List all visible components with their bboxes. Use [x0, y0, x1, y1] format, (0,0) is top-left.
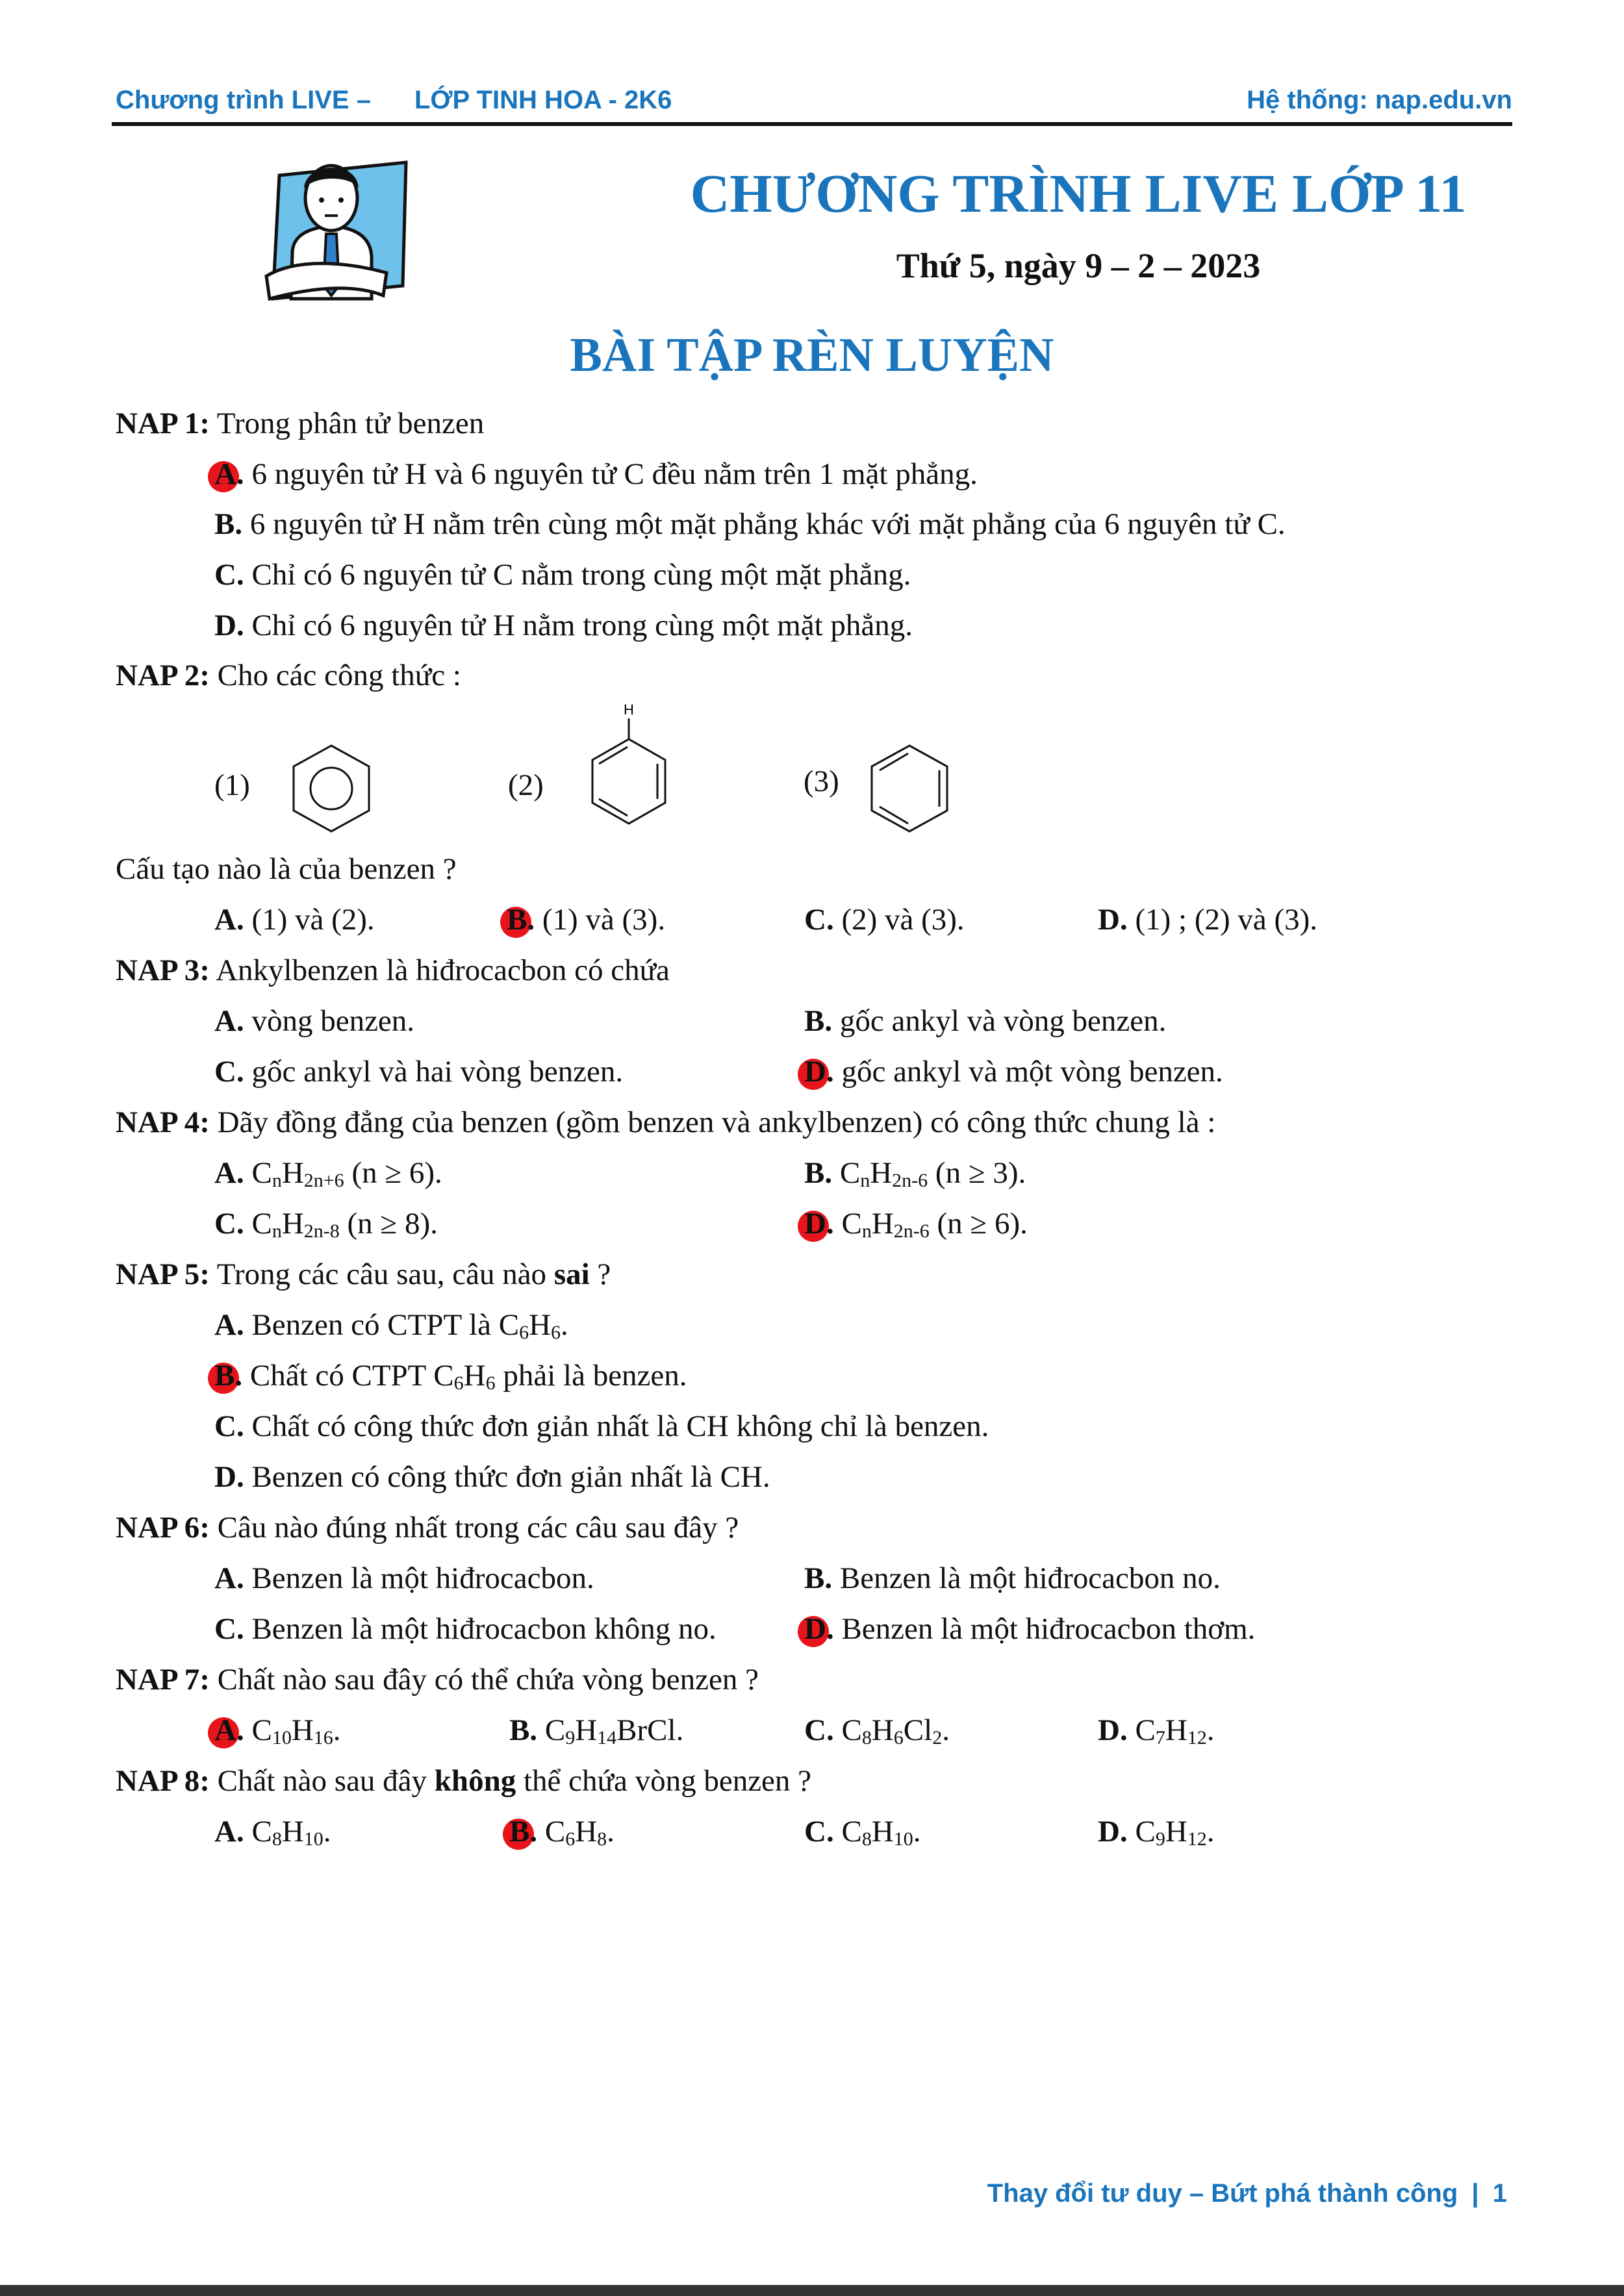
q5-option-a: A. Benzen có CTPT là $C_6H_6$.	[214, 1308, 568, 1343]
footer-slogan: Thay đổi tư duy – Bứt phá thành công	[987, 2179, 1458, 2208]
q4-option-a: A. $C_nH_{2n+6}$ (n ≥ 6).	[214, 1156, 442, 1191]
question-5-stem: NAP 5: Trong các câu sau, câu nào sai ?	[116, 1257, 611, 1291]
q5-option-c: C. Chất có công thức đơn giản nhất là CH không chỉ là benzen.	[214, 1409, 989, 1443]
structure-1-benzene-circle	[286, 740, 377, 838]
q6-option-b: B. Benzen là một hiđrocacbon no.	[804, 1561, 1221, 1595]
structure-2-label: (2)	[508, 768, 544, 802]
q7-option-d: D. $C_7H_{12}$.	[1098, 1713, 1215, 1748]
q4-option-b: B. $C_nH_{2n-6}$ (n ≥ 3).	[804, 1156, 1026, 1191]
question-2-stem: NAP 2: Cho các công thức :	[116, 659, 461, 692]
page-header	[116, 83, 1512, 123]
q8-option-c: C. $C_8H_{10}$.	[804, 1815, 921, 1850]
header-class: LỚP TINH HOA - 2K6	[414, 86, 672, 114]
q5-option-b: B. Chất có CTPT $C_6H_6$ phải là benzen.	[214, 1356, 687, 1395]
teacher-avatar-illustration	[253, 136, 409, 312]
question-2-prompt: Cấu tạo nào là của benzen ?	[116, 852, 457, 886]
header-rule	[112, 122, 1512, 126]
question-4-stem: NAP 4: Dãy đồng đẳng của benzen (gồm benzen và ankylbenzen) có công thức chung là :	[116, 1105, 1216, 1139]
header-program: Chương trình LIVE –	[116, 86, 371, 114]
page-footer	[987, 2179, 1507, 2208]
q5-option-d: D. Benzen có công thức đơn giản nhất là CH.	[214, 1460, 770, 1494]
q3-option-d: D. gốc ankyl và một vòng benzen.	[804, 1052, 1223, 1091]
q3-option-c: C. gốc ankyl và hai vòng benzen.	[214, 1055, 624, 1089]
q1-option-b: B. 6 nguyên tử H nằm trên cùng một mặt phẳng khác với mặt phẳng của 6 nguyên tử C.	[214, 507, 1286, 541]
q7-option-a: A. $C_{10}H_{16}$.	[214, 1711, 341, 1750]
q3-option-b: B. gốc ankyl và vòng benzen.	[804, 1004, 1167, 1038]
q1-option-d: D. Chỉ có 6 nguyên tử H nằm trong cùng một mặt phẳng.	[214, 609, 913, 642]
bottom-edge	[0, 2285, 1624, 2296]
header-system: Hệ thống: nap.edu.vn	[1247, 86, 1512, 114]
question-6-stem: NAP 6: Câu nào đúng nhất trong các câu sau đây ?	[116, 1511, 739, 1545]
structure-1-label: (1)	[214, 768, 250, 802]
q6-option-d: D. Benzen là một hiđrocacbon thơm.	[804, 1609, 1255, 1648]
q1-option-a: A. 6 nguyên tử H và 6 nguyên tử C đều nằm trên 1 mặt phẳng.	[214, 455, 978, 494]
question-7-stem: NAP 7: Chất nào sau đây có thể chứa vòng benzen ?	[116, 1663, 759, 1697]
question-1-stem: NAP 1: Trong phân tử benzen	[116, 407, 485, 440]
q8-option-d: D. $C_9H_{12}$.	[1098, 1815, 1215, 1850]
lesson-date: Thứ 5, ngày 9 – 2 – 2023	[896, 246, 1261, 285]
svg-text:H: H	[624, 701, 634, 718]
structure-2-benzene-h	[585, 701, 676, 838]
q6-option-a: A. Benzen là một hiđrocacbon.	[214, 1561, 594, 1595]
question-label: NAP 1:	[116, 407, 210, 440]
page-title: CHƯƠNG TRÌNH LIVE LỚP 11	[690, 164, 1467, 224]
page-number: 1	[1492, 2179, 1507, 2208]
q2-option-b: B. (1) và (3).	[507, 900, 665, 939]
q2-option-a: A. (1) và (2).	[214, 903, 375, 937]
q2-option-c: C. (2) và (3).	[804, 903, 965, 937]
q1-option-c: C. Chỉ có 6 nguyên tử C nằm trong cùng một mặt phẳng.	[214, 558, 911, 592]
q2-option-d: D. (1) ; (2) và (3).	[1098, 903, 1318, 937]
q3-option-a: A. vòng benzen.	[214, 1004, 415, 1038]
q4-option-d: D. $C_nH_{2n-6}$ (n ≥ 6).	[804, 1204, 1028, 1243]
question-8-stem: NAP 8: Chất nào sau đây không thể chứa vòng benzen ?	[116, 1764, 812, 1798]
q7-option-b: B. $C_9H_{14}BrCl$.	[509, 1713, 684, 1748]
q6-option-c: C. Benzen là một hiđrocacbon không no.	[214, 1612, 717, 1646]
footer-separator: |	[1471, 2179, 1479, 2208]
question-3-stem: NAP 3: Ankylbenzen là hiđrocacbon có chứa	[116, 953, 670, 987]
structure-3-kekule-benzene	[864, 740, 955, 838]
q7-option-c: C. $C_8H_6Cl_2$.	[804, 1713, 950, 1748]
section-title: BÀI TẬP RÈN LUYỆN	[570, 329, 1054, 382]
structure-3-label: (3)	[804, 764, 839, 798]
q8-option-b: B. $C_6H_8$.	[509, 1812, 615, 1851]
q8-option-a: A. $C_8H_{10}$.	[214, 1815, 331, 1850]
q4-option-c: C. $C_nH_{2n-8}$ (n ≥ 8).	[214, 1207, 438, 1242]
